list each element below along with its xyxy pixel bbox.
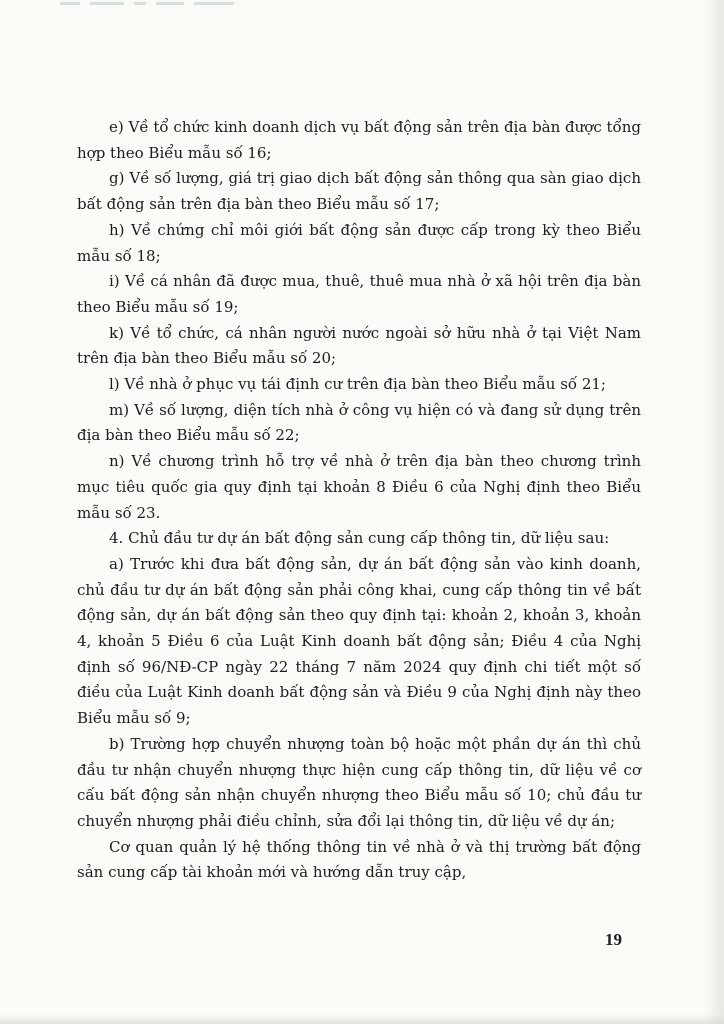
- paragraph-e: e) Về tổ chức kinh doanh dịch vụ bất động sản trên địa bàn được tổng hợp theo Biểu mẫu số 16;: [77, 118, 641, 162]
- body-text: [77, 115, 641, 886]
- scan-edge-bottom: [0, 1014, 724, 1024]
- paragraph-agency: Cơ quan quản lý hệ thống thông tin về nhà ở và thị trường bất động sản cung cấp tài khoản mới và hướng dẫn truy cập,: [77, 837, 641, 882]
- paragraph-g: g) Về số lượng, giá trị giao dịch bất động sản thông qua sàn giao dịch bất động sản trên địa bàn theo Biểu mẫu số 17;: [77, 169, 641, 214]
- page-number: 19: [605, 930, 622, 949]
- paragraph-4b: b) Trường hợp chuyển nhượng toàn bộ hoặc một phần dự án thì chủ đầu tư nhận chuyển nhượng thực hiện cung cấp thông tin, dữ liệu về cơ cấu bất động sản nhận chuyển nhượng theo Biểu mẫu số 10; chủ đầu tư chuyển nhượng phải điều chỉnh, sửa đổi lại thông tin, dữ liệu về dự án;: [77, 734, 641, 830]
- paragraph-k: k) Về tổ chức, cá nhân người nước ngoài sở hữu nhà ở tại Việt Nam trên địa bàn theo Biểu mẫu số 20;: [77, 323, 641, 368]
- scan-artifacts: [60, 2, 320, 8]
- scan-edge-right: [704, 0, 724, 1024]
- paragraph-l: l) Về nhà ở phục vụ tái định cư trên địa bàn theo Biểu mẫu số 21;: [109, 375, 606, 394]
- paragraph-i: i) Về cá nhân đã được mua, thuê, thuê mua nhà ở xã hội trên địa bàn theo Biểu mẫu số 19;: [77, 272, 641, 316]
- paragraph-h: h) Về chứng chỉ môi giới bất động sản được cấp trong kỳ theo Biểu mẫu số 18;: [77, 220, 641, 265]
- paragraph-m: m) Về số lượng, diện tích nhà ở công vụ hiện có và đang sử dụng trên địa bàn theo Biểu mẫu số 22;: [77, 400, 641, 445]
- paragraph-4a: a) Trước khi đưa bất động sản, dự án bất động sản vào kinh doanh, chủ đầu tư dự án bất động sản phải công khai, cung cấp thông tin về bất động sản, dự án bất động sản theo quy định tại: khoản 2, khoản 3, khoản 4, khoản 5 Điều 6 của Luật Kinh doanh bất động sản; Điều 4 của Nghị định số 96/NĐ-CP ngày 22 tháng 7 năm 2024 quy định chi tiết một số điều của Luật Kinh doanh bất động sản và Điều 9 của Nghị định này theo Biểu mẫu số 9;: [77, 554, 641, 728]
- paragraph-n: n) Về chương trình hỗ trợ về nhà ở trên địa bàn theo chương trình mục tiêu quốc gia quy định tại khoản 8 Điều 6 của Nghị định theo Biểu mẫu số 23.: [77, 452, 641, 522]
- paragraph-section-4: 4. Chủ đầu tư dự án bất động sản cung cấp thông tin, dữ liệu sau:: [109, 529, 610, 548]
